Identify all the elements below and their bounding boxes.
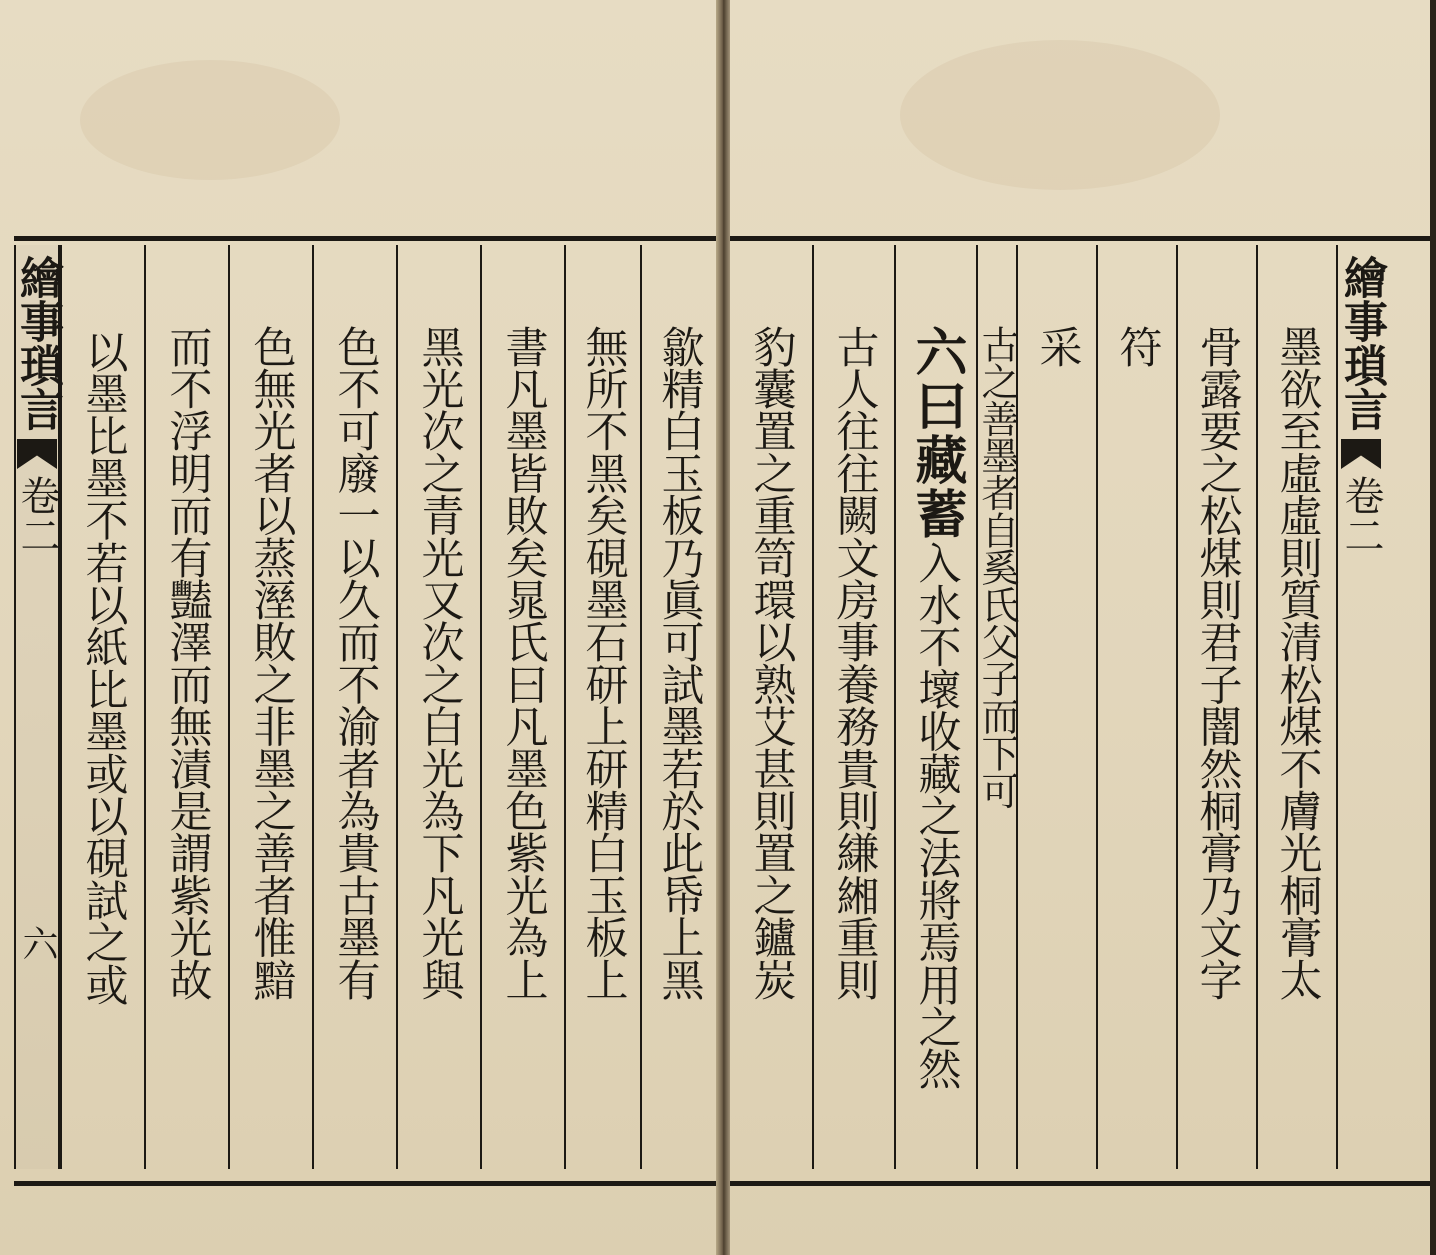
banxin-volume: 卷二 <box>1338 475 1384 555</box>
text-column: 古之善墨者自奚氏父子而下可 <box>976 245 1016 1169</box>
section-heading: 六曰藏蓄 <box>906 325 967 541</box>
banxin-title: 繪事瑣言 <box>12 255 63 431</box>
text-column: 無所不黑矣硯墨石研上研精白玉板上 <box>564 245 640 1169</box>
text-column: 采 <box>1016 245 1096 1169</box>
text-column: 墨欲至虛虛則質清松煤不膚光桐膏太 <box>1256 245 1336 1169</box>
page-edge <box>1430 0 1436 1255</box>
text-column: 古人往往闕文房事養務貴則縑緗重則 <box>812 245 894 1169</box>
text-column: 而不浮明而有豔澤而無漬是謂紫光故 <box>144 245 228 1169</box>
text-column <box>894 245 976 1169</box>
text-column: 色不可廢一以久而不渝者為貴古墨有 <box>312 245 396 1169</box>
banxin-volume: 卷二 <box>14 475 60 555</box>
text-column: 色無光者以蒸溼敗之非墨之善者惟黯 <box>228 245 312 1169</box>
text-column: 豹囊置之重笥環以熟艾甚則置之鑪炭 <box>746 325 797 1001</box>
left-banxin <box>12 245 63 1169</box>
fishtail-mark <box>17 439 57 469</box>
right-text-frame <box>730 236 1430 1186</box>
leaf-number: 六 <box>17 925 58 961</box>
text-column: 以墨比墨不若以紙比墨或以硯試之或 <box>60 245 144 1169</box>
left-text-frame <box>14 236 716 1186</box>
text-column: 符 <box>1096 245 1176 1169</box>
banxin-title: 繪事瑣言 <box>1336 255 1387 431</box>
text-column: 黑光次之青光又次之白光為下凡光與 <box>396 245 480 1169</box>
text-column: 歙精白玉板乃眞可試墨若於此帋上黑 <box>640 245 716 1169</box>
book-gutter <box>716 0 730 1255</box>
text-column: 書凡墨皆敗矣晁氏曰凡墨色紫光為上 <box>480 245 564 1169</box>
fishtail-mark <box>1341 439 1381 469</box>
section-heading-column: 六曰藏蓄 入水不壞收藏之法將焉用之然 <box>894 245 976 1169</box>
right-banxin <box>1336 245 1387 1169</box>
text-column: 骨露要之松煤則君子闇然桐膏乃文字 <box>1176 245 1256 1169</box>
